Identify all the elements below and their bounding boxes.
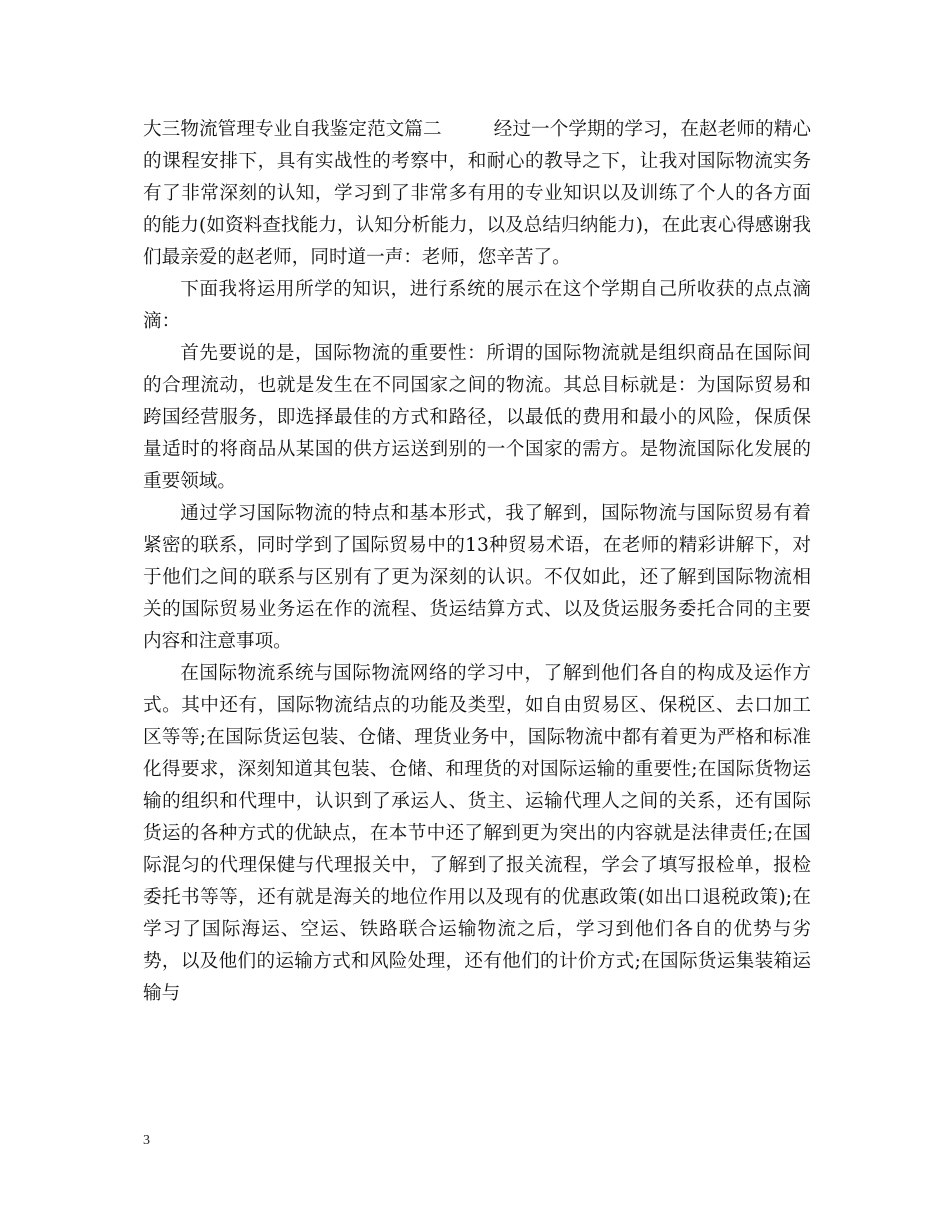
paragraph-4: 通过学习国际物流的特点和基本形式，我了解到，国际物流与国际贸易有着紧密的联系，同时学到了国际贸易中的13种贸易术语，在老师的精彩讲解下，对于他们之间的联系与区别有了更为深刻的认识。不仅如此，还了解到国际物流相关的国际贸易业务运在作的流程、货运结算方式、以及货运服务委托合同的主要内容和注意事项。 bbox=[143, 503, 811, 652]
page-number: 3 bbox=[143, 1133, 150, 1148]
document-body bbox=[143, 114, 811, 1010]
paragraph-2: 下面我将运用所学的知识，进行系统的展示在这个学期自己所收获的点点滴滴： bbox=[143, 279, 811, 332]
paragraph-1-text: 经过一个学期的学习，在赵老师的精心的课程安排下，具有实战性的考察中，和耐心的教导之下，让我对国际物流实务有了非常深刻的认知，学习到了非常多有用的专业知识以及训练了个人的各方面的能力(如资料查找能力，认知分析能力，以及总结归纳能力)，在此衷心得感谢我们最亲爱的赵老师，同时道一声：老师，您辛苦了。 bbox=[143, 119, 811, 268]
paragraph-5: 在国际物流系统与国际物流网络的学习中，了解到他们各自的构成及运作方式。其中还有，国际物流结点的功能及类型，如自由贸易区、保税区、去口加工区等等;在国际货运包装、仓储、理货业务中，国际物流中都有着更为严格和标准化得要求，深刻知道其包装、仓储、和理货的对国际运输的重要性;在国际货物运输的组织和代理中，认识到了承运人、货主、运输代理人之间的关系，还有国际货运的各种方式的优缺点，在本节中还了解到更为突出的内容就是法律责任;在国际混匀的代理保健与代理报关中，了解到了报关流程，学会了填写报检单，报检委托书等等，还有就是海关的地位作用以及现有的优惠政策(如出口退税政策);在学习了国际海运、空运、铁路联合运输物流之后，学习到他们各自的优势与劣势，以及他们的运输方式和风险处理，还有他们的计价方式;在国际货运集装箱运输与 bbox=[143, 663, 811, 1004]
document-title: 大三物流管理专业自我鉴定范文篇二 bbox=[143, 119, 442, 140]
paragraph-3: 首先要说的是，国际物流的重要性：所谓的国际物流就是组织商品在国际间的合理流动，也就是发生在不同国家之间的物流。其总目标就是：为国际贸易和跨国经营服务，即选择最佳的方式和路径，以最低的费用和最小的风险，保质保量适时的将商品从某国的供方运送到别的一个国家的需方。是物流国际化发展的重要领域。 bbox=[143, 343, 811, 492]
paragraph-1 bbox=[143, 114, 811, 274]
